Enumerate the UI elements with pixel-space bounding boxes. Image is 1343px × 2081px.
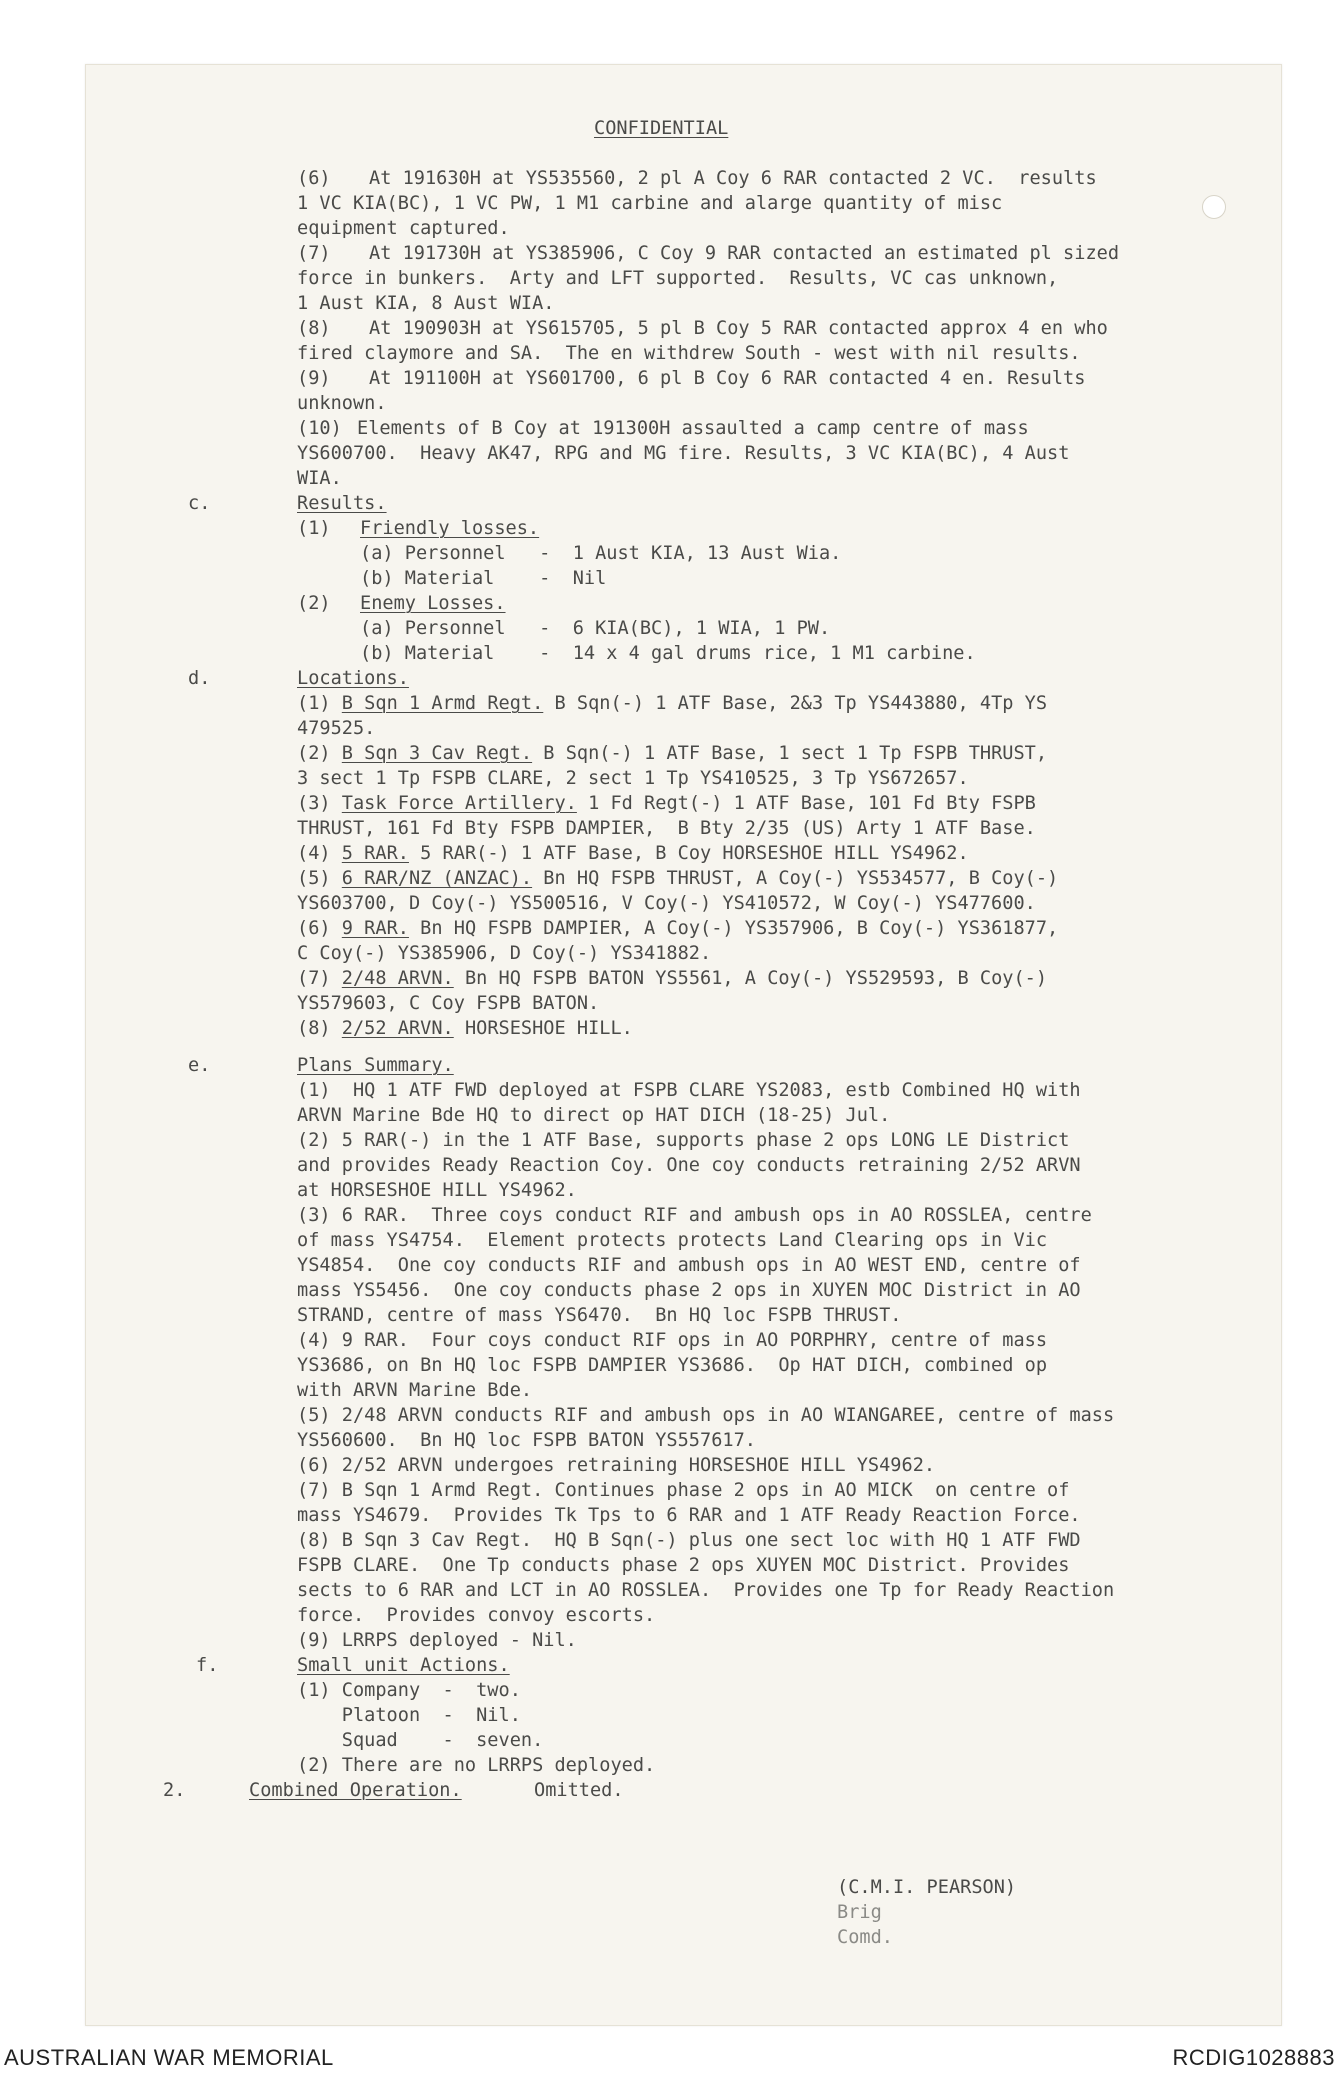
friendly-losses-title: Friendly losses. xyxy=(360,518,540,539)
plans-line: mass YS5456. One coy conducts phase 2 ops in XUYEN MOC District in AO xyxy=(297,1280,1081,1301)
signature-rank: Brig xyxy=(837,1902,882,1923)
plans-line: mass YS4679. Provides Tk Tps to 6 RAR and 1 ATF Ready Reaction Force. xyxy=(297,1505,1081,1526)
location-6: (6) 9 RAR. Bn HQ FSPB DAMPIER, A Coy(-) YS357906, B Coy(-) YS361877, xyxy=(297,918,1059,939)
plans-line: of mass YS4754. Element protects protects Land Clearing ops in Vic xyxy=(297,1230,1048,1251)
plans-line: with ARVN Marine Bde. xyxy=(297,1380,533,1401)
action-6-label: (6) xyxy=(297,168,331,189)
combined-op-text: Omitted. xyxy=(534,1780,624,1801)
location-2: (2) B Sqn 3 Cav Regt. B Sqn(-) 1 ATF Base, 1 sect 1 Tp FSPB THRUST, xyxy=(297,743,1048,764)
plans-line: YS3686, on Bn HQ loc FSPB DAMPIER YS3686. Op HAT DICH, combined op xyxy=(297,1355,1048,1376)
action-6-line-3: equipment captured. xyxy=(297,218,510,239)
location-6-cont: C Coy(-) YS385906, D Coy(-) YS341882. xyxy=(297,943,712,964)
plans-line: at HORSESHOE HILL YS4962. xyxy=(297,1180,577,1201)
small-unit-squad: Squad - seven. xyxy=(297,1730,544,1751)
small-unit-platoon: Platoon - Nil. xyxy=(297,1705,521,1726)
action-9-line-2: unknown. xyxy=(297,393,387,414)
signature-appt: Comd. xyxy=(837,1927,893,1948)
plans-line: (4) 9 RAR. Four coys conduct RIF ops in AO PORPHRY, centre of mass xyxy=(297,1330,1048,1351)
plans-line: (3) 6 RAR. Three coys conduct RIF and ambush ops in AO ROSSLEA, centre xyxy=(297,1205,1092,1226)
plans-line: FSPB CLARE. One Tp conducts phase 2 ops XUYEN MOC District. Provides xyxy=(297,1555,1070,1576)
action-6-line-2: 1 VC KIA(BC), 1 VC PW, 1 M1 carbine and alarge quantity of misc xyxy=(297,193,1003,214)
plans-line: (1) HQ 1 ATF FWD deployed at FSPB CLARE YS2083, estb Combined HQ with xyxy=(297,1080,1081,1101)
location-3: (3) Task Force Artillery. 1 Fd Regt(-) 1 ATF Base, 101 Fd Bty FSPB xyxy=(297,793,1036,814)
enemy-material: (b) Material - 14 x 4 gal drums rice, 1 M1 carbine. xyxy=(360,643,976,664)
plans-line: (5) 2/48 ARVN conducts RIF and ambush ops in AO WIANGAREE, centre of mass xyxy=(297,1405,1115,1426)
action-8-line-1: At 190903H at YS615705, 5 pl B Coy 5 RAR contacted approx 4 en who xyxy=(369,318,1108,339)
friendly-losses-num: (1) xyxy=(297,518,331,539)
small-unit-letter: f. xyxy=(196,1655,219,1676)
plans-line: (7) B Sqn 1 Armd Regt. Continues phase 2 ops in AO MICK on centre of xyxy=(297,1480,1070,1501)
footer-right: RCDIG1028883 xyxy=(1172,2045,1335,2070)
small-unit-title: Small unit Actions. xyxy=(297,1655,510,1676)
results-letter: c. xyxy=(188,493,211,514)
punch-hole xyxy=(1202,195,1226,219)
location-5-cont: YS603700, D Coy(-) YS500516, V Coy(-) YS410572, W Coy(-) YS477600. xyxy=(297,893,1036,914)
action-9-label: (9) xyxy=(297,368,331,389)
plans-line: sects to 6 RAR and LCT in AO ROSSLEA. Provides one Tp for Ready Reaction xyxy=(297,1580,1115,1601)
enemy-personnel: (a) Personnel - 6 KIA(BC), 1 WIA, 1 PW. xyxy=(360,618,831,639)
enemy-losses-num: (2) xyxy=(297,593,331,614)
action-8-label: (8) xyxy=(297,318,331,339)
location-3-cont: THRUST, 161 Fd Bty FSPB DAMPIER, B Bty 2/35 (US) Arty 1 ATF Base. xyxy=(297,818,1036,839)
enemy-losses-title: Enemy Losses. xyxy=(360,593,506,614)
action-7-line-3: 1 Aust KIA, 8 Aust WIA. xyxy=(297,293,555,314)
plans-line: YS560600. Bn HQ loc FSPB BATON YS557617. xyxy=(297,1430,756,1451)
location-1-cont: 479525. xyxy=(297,718,376,739)
combined-op-num: 2. xyxy=(163,1780,186,1801)
action-8-line-2: fired claymore and SA. The en withdrew South - west with nil results. xyxy=(297,343,1081,364)
friendly-personnel: (a) Personnel - 1 Aust KIA, 13 Aust Wia. xyxy=(360,543,842,564)
action-7-line-2: force in bunkers. Arty and LFT supported. Results, VC cas unknown, xyxy=(297,268,1059,289)
action-6-line-1: At 191630H at YS535560, 2 pl A Coy 6 RAR contacted 2 VC. results xyxy=(369,168,1097,189)
plans-line: force. Provides convoy escorts. xyxy=(297,1605,656,1626)
plans-letter: e. xyxy=(188,1055,211,1076)
action-9-line-1: At 191100H at YS601700, 6 pl B Coy 6 RAR contacted 4 en. Results xyxy=(369,368,1086,389)
plans-line: ARVN Marine Bde HQ to direct op HAT DICH (18-25) Jul. xyxy=(297,1105,891,1126)
friendly-material: (b) Material - Nil xyxy=(360,568,607,589)
plans-line: (6) 2/52 ARVN undergoes retraining HORSESHOE HILL YS4962. xyxy=(297,1455,936,1476)
plans-line: (9) LRRPS deployed - Nil. xyxy=(297,1630,577,1651)
plans-line: (2) 5 RAR(-) in the 1 ATF Base, supports phase 2 ops LONG LE District xyxy=(297,1130,1070,1151)
plans-line: (8) B Sqn 3 Cav Regt. HQ B Sqn(-) plus one sect loc with HQ 1 ATF FWD xyxy=(297,1530,1081,1551)
locations-letter: d. xyxy=(188,668,211,689)
small-unit-company: (1) Company - two. xyxy=(297,1680,521,1701)
location-7-cont: YS579603, C Coy FSPB BATON. xyxy=(297,993,600,1014)
location-7: (7) 2/48 ARVN. Bn HQ FSPB BATON YS5561, A Coy(-) YS529593, B Coy(-) xyxy=(297,968,1048,989)
location-8: (8) 2/52 ARVN. HORSESHOE HILL. xyxy=(297,1018,633,1039)
plans-line: STRAND, centre of mass YS6470. Bn HQ loc FSPB THRUST. xyxy=(297,1305,902,1326)
location-4: (4) 5 RAR. 5 RAR(-) 1 ATF Base, B Coy HORSESHOE HILL YS4962. xyxy=(297,843,969,864)
location-5: (5) 6 RAR/NZ (ANZAC). Bn HQ FSPB THRUST, A Coy(-) YS534577, B Coy(-) xyxy=(297,868,1059,889)
plans-line: and provides Ready Reaction Coy. One coy conducts retraining 2/52 ARVN xyxy=(297,1155,1081,1176)
action-10-label: (10) xyxy=(297,418,342,439)
location-1: (1) B Sqn 1 Armd Regt. B Sqn(-) 1 ATF Base, 2&3 Tp YS443880, 4Tp YS xyxy=(297,693,1048,714)
confidential-header: CONFIDENTIAL xyxy=(594,118,729,139)
small-unit-note: (2) There are no LRRPS deployed. xyxy=(297,1755,656,1776)
footer-left: AUSTRALIAN WAR MEMORIAL xyxy=(4,2045,334,2070)
action-7-label: (7) xyxy=(297,243,331,264)
plans-title: Plans Summary. xyxy=(297,1055,454,1076)
action-7-line-1: At 191730H at YS385906, C Coy 9 RAR contacted an estimated pl sized xyxy=(369,243,1120,264)
locations-title: Locations. xyxy=(297,668,409,689)
location-2-cont: 3 sect 1 Tp FSPB CLARE, 2 sect 1 Tp YS410525, 3 Tp YS672657. xyxy=(297,768,969,789)
action-10-line-1: Elements of B Coy at 191300H assaulted a camp centre of mass xyxy=(357,418,1029,439)
action-10-line-2: YS600700. Heavy AK47, RPG and MG fire. Results, 3 VC KIA(BC), 4 Aust xyxy=(297,443,1070,464)
signature-name: (C.M.I. PEARSON) xyxy=(837,1877,1017,1898)
combined-op-title: Combined Operation. xyxy=(249,1780,462,1801)
results-title: Results. xyxy=(297,493,387,514)
plans-line: YS4854. One coy conducts RIF and ambush ops in AO WEST END, centre of xyxy=(297,1255,1081,1276)
action-10-line-3: WIA. xyxy=(297,468,342,489)
